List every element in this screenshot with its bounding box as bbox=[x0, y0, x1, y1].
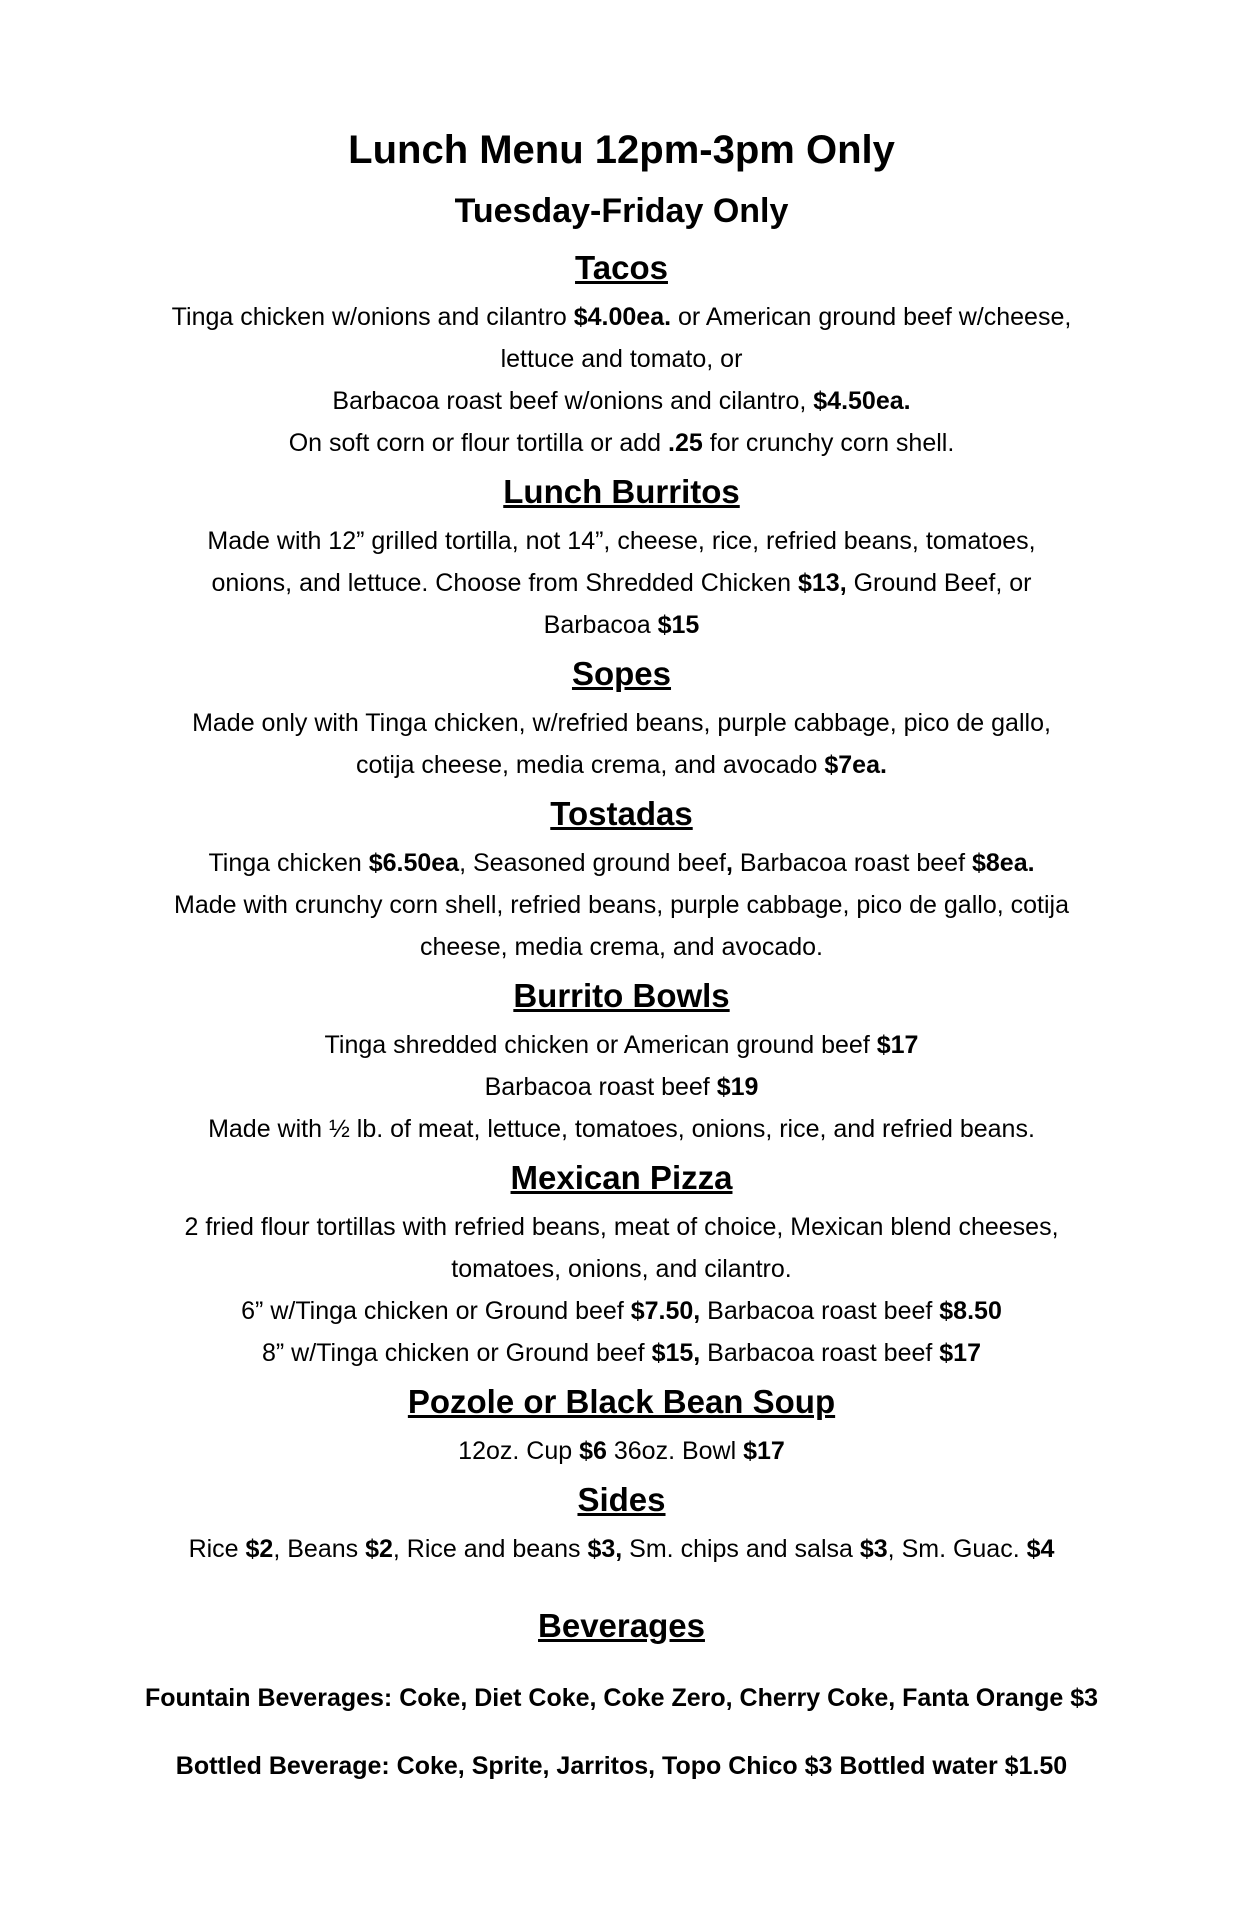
page-title: Lunch Menu 12pm-3pm Only bbox=[348, 128, 895, 172]
section-heading-burrito-bowls: Burrito Bowls bbox=[513, 977, 730, 1014]
item-text: Barbacoa roast beef bbox=[484, 1073, 717, 1101]
item-text: 36oz. Bowl bbox=[606, 1437, 744, 1465]
price: $6.50ea bbox=[368, 849, 460, 877]
section-beverages bbox=[0, 1598, 1243, 1800]
price: $19 bbox=[716, 1073, 759, 1101]
price: $3 bbox=[859, 1535, 888, 1563]
menu-line: tomatoes, onions, and cilantro. bbox=[451, 1255, 792, 1283]
section-heading-lunch-burritos: Lunch Burritos bbox=[503, 473, 740, 510]
item-text: onions, and lettuce. Choose from Shredded Chicken bbox=[211, 569, 798, 597]
price: $6 bbox=[579, 1437, 607, 1465]
bottled-beverages-line: Bottled Beverage: Coke, Sprite, Jarritos, Topo Chico $3 Bottled water $1.50 bbox=[175, 1752, 1068, 1780]
item-text: for crunchy corn shell. bbox=[702, 429, 955, 457]
menu-line: Made only with Tinga chicken, w/refried beans, purple cabbage, pico de gallo, bbox=[192, 709, 1051, 737]
section-soup bbox=[0, 1374, 1243, 1472]
spacer bbox=[0, 1570, 1243, 1588]
section-lunch-burritos bbox=[0, 464, 1243, 646]
section-heading-beverages: Beverages bbox=[538, 1607, 705, 1644]
price: $17 bbox=[939, 1339, 981, 1367]
menu-line: Made with 12” grilled tortilla, not 14”, cheese, rice, refried beans, tomatoes, bbox=[207, 527, 1036, 555]
item-text: 6” w/Tinga chicken or Ground beef bbox=[241, 1297, 631, 1325]
menu-line: 2 fried flour tortillas with refried beans, meat of choice, Mexican blend cheeses, bbox=[184, 1213, 1059, 1241]
section-tacos bbox=[0, 240, 1243, 464]
section-sides bbox=[0, 1472, 1243, 1570]
menu-line bbox=[0, 1430, 1243, 1472]
item-text: Sm. chips and salsa bbox=[622, 1535, 860, 1563]
price: $17 bbox=[876, 1031, 919, 1059]
menu-line bbox=[0, 296, 1243, 338]
item-text: , Rice and beans bbox=[392, 1535, 588, 1563]
item-text: cotija cheese, media crema, and avocado bbox=[356, 751, 825, 779]
bold-comma: , bbox=[725, 849, 733, 877]
item-text: Barbacoa roast beef w/onions and cilantro, bbox=[332, 387, 814, 415]
section-sopes bbox=[0, 646, 1243, 786]
price: $15, bbox=[651, 1339, 701, 1367]
item-text: , Sm. Guac. bbox=[887, 1535, 1027, 1563]
item-text: , Beans bbox=[273, 1535, 366, 1563]
price: $15 bbox=[657, 611, 700, 639]
fountain-beverages-line: Fountain Beverages: Coke, Diet Coke, Coke Zero, Cherry Coke, Fanta Orange $3 bbox=[144, 1684, 1099, 1712]
page-subtitle: Tuesday-Friday Only bbox=[454, 192, 789, 230]
section-heading-sides: Sides bbox=[577, 1481, 666, 1518]
price: $4.00ea. bbox=[573, 303, 672, 331]
price: $17 bbox=[743, 1437, 785, 1465]
item-text: Tinga chicken w/onions and cilantro bbox=[171, 303, 574, 331]
item-text: Tinga shredded chicken or American ground beef bbox=[324, 1031, 877, 1059]
section-tostadas bbox=[0, 786, 1243, 968]
section-heading-tostadas: Tostadas bbox=[550, 795, 693, 832]
menu-line bbox=[0, 422, 1243, 464]
price: $2 bbox=[245, 1535, 274, 1563]
menu-line bbox=[0, 1024, 1243, 1066]
menu-line: Made with crunchy corn shell, refried beans, purple cabbage, pico de gallo, cotija bbox=[174, 891, 1069, 919]
price: $4.50ea. bbox=[813, 387, 911, 415]
item-text: 8” w/Tinga chicken or Ground beef bbox=[262, 1339, 652, 1367]
price: $4 bbox=[1026, 1535, 1055, 1563]
menu-line bbox=[0, 744, 1243, 786]
menu-line bbox=[0, 604, 1243, 646]
menu-line: cheese, media crema, and avocado. bbox=[419, 933, 823, 961]
price: $7.50, bbox=[630, 1297, 701, 1325]
price: $8.50 bbox=[939, 1297, 1002, 1325]
item-text: Barbacoa roast beef bbox=[700, 1339, 940, 1367]
item-text: Tinga chicken bbox=[208, 849, 369, 877]
item-text: On soft corn or flour tortilla or add bbox=[288, 429, 669, 457]
price: $13, bbox=[797, 569, 847, 597]
menu-line bbox=[0, 842, 1243, 884]
item-text: Barbacoa bbox=[543, 611, 658, 639]
section-heading-sopes: Sopes bbox=[571, 655, 672, 692]
price: $8ea. bbox=[971, 849, 1035, 877]
item-text: , Seasoned ground beef bbox=[459, 849, 726, 877]
item-text: Barbacoa roast beef bbox=[732, 849, 972, 877]
item-text: 12oz. Cup bbox=[458, 1437, 580, 1465]
price: $2 bbox=[365, 1535, 393, 1563]
menu-line bbox=[0, 1528, 1243, 1570]
price: $7ea. bbox=[824, 751, 887, 779]
section-burrito-bowls bbox=[0, 968, 1243, 1150]
menu-line bbox=[0, 1290, 1243, 1332]
item-text: or American ground beef w/cheese, bbox=[671, 303, 1072, 331]
item-text: Ground Beef, or bbox=[846, 569, 1032, 597]
price: .25 bbox=[668, 429, 703, 457]
item-text: Rice bbox=[188, 1535, 246, 1563]
price: $3, bbox=[587, 1535, 623, 1563]
section-heading-soup: Pozole or Black Bean Soup bbox=[407, 1383, 836, 1420]
menu-line bbox=[0, 1332, 1243, 1374]
menu-line: Made with ½ lb. of meat, lettuce, tomatoes, onions, rice, and refried beans. bbox=[208, 1115, 1035, 1143]
menu-line bbox=[0, 1066, 1243, 1108]
item-text: Barbacoa roast beef bbox=[700, 1297, 940, 1325]
section-heading-tacos: Tacos bbox=[575, 249, 668, 286]
section-mexican-pizza bbox=[0, 1150, 1243, 1374]
section-heading-mexican-pizza: Mexican Pizza bbox=[510, 1159, 733, 1196]
menu-line bbox=[0, 562, 1243, 604]
menu-line bbox=[0, 380, 1243, 422]
menu-line: lettuce and tomato, or bbox=[500, 345, 743, 373]
